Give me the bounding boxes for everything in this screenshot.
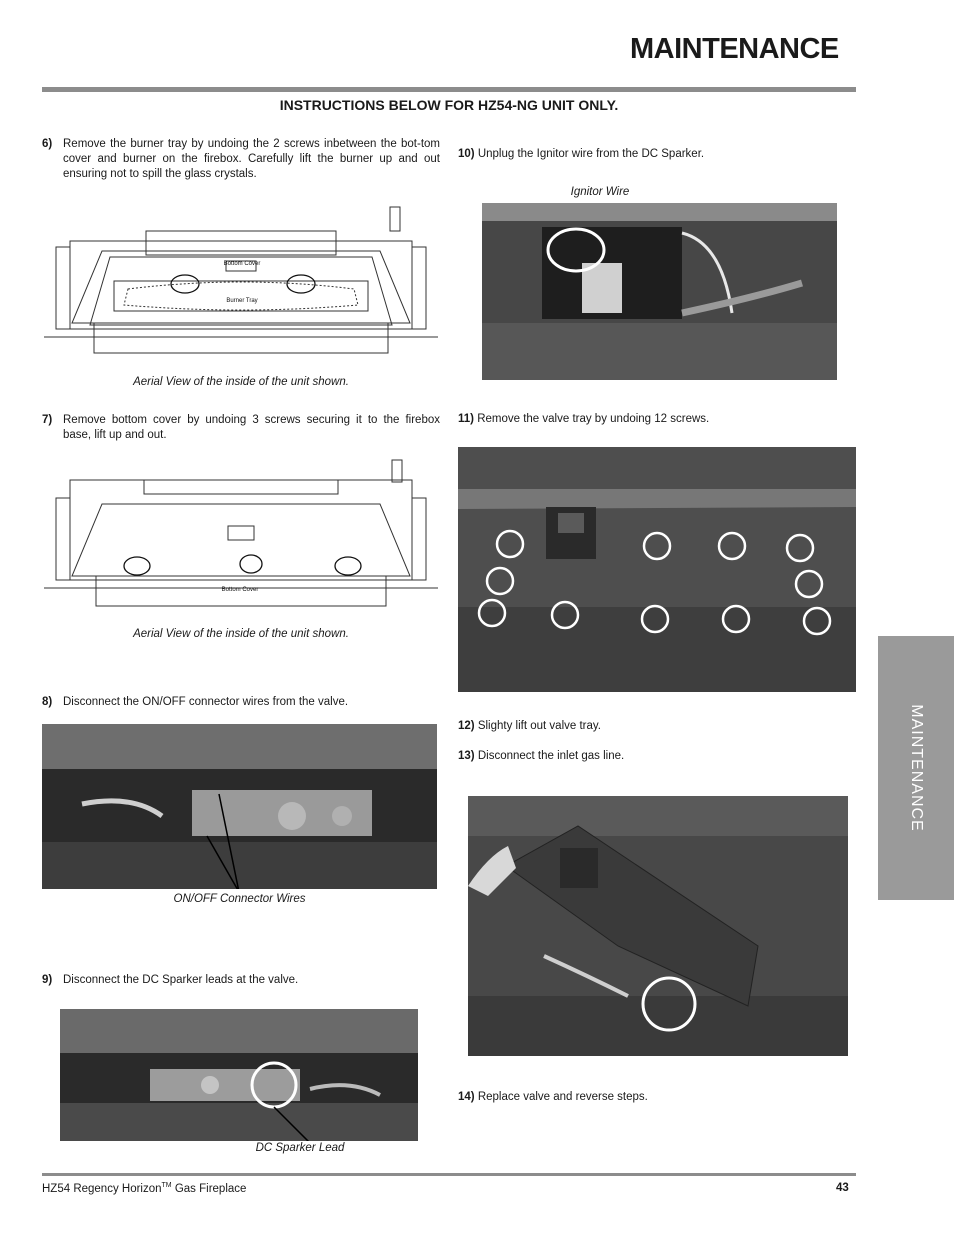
- step-number: 12): [458, 720, 475, 732]
- step-text: Remove the valve tray by undoing 12 screws.: [477, 413, 710, 425]
- screw-highlight-circle: [124, 557, 150, 575]
- step-number: 11): [458, 413, 474, 425]
- step-13: [458, 749, 838, 764]
- step-text: Remove the burner tray by undoing the 2 screws inbetween the bot-tom cover and burner on the firebox. Carefully lift the burner up and out ensuring not to spill the glass crystals.: [63, 138, 440, 180]
- burner-tray-diagram: [42, 205, 440, 360]
- diagram2-caption: Aerial View of the inside of the unit shown.: [133, 628, 349, 640]
- step-7: [42, 413, 440, 443]
- screw-highlight-circle: [240, 555, 262, 573]
- dc-sparker-photo: [60, 1009, 418, 1141]
- header-rule: [42, 87, 856, 92]
- burner-tray-label: Burner Tray: [226, 298, 258, 304]
- step-text: Unplug the Ignitor wire from the DC Sparker.: [477, 148, 705, 160]
- ignitor-caption: Ignitor Wire: [570, 186, 630, 198]
- footer-rule: [42, 1173, 856, 1176]
- page-title: MAINTENANCE: [630, 33, 839, 65]
- bottom-cover-label: Bottom Cover: [221, 587, 259, 593]
- trademark-mark: TM: [161, 1182, 172, 1189]
- section-side-tab: [878, 636, 954, 900]
- bottom-cover-label: Bottom Cover: [223, 261, 261, 267]
- step-8: [42, 695, 440, 711]
- diagram1-caption: Aerial View of the inside of the unit shown.: [133, 376, 349, 388]
- step-number: 10): [458, 148, 475, 160]
- lift-valve-tray-photo: [468, 796, 848, 1056]
- step-11: [458, 412, 838, 427]
- step-number: 6): [42, 138, 53, 150]
- step-10: [458, 147, 838, 162]
- side-tab-label: MAINTENANCE: [908, 704, 925, 832]
- step-number: 8): [42, 696, 53, 708]
- step-number: 14): [458, 1091, 475, 1103]
- step-number: 9): [42, 974, 53, 986]
- step-12: [458, 719, 838, 734]
- footer-product: [42, 1182, 246, 1195]
- step-text: Disconnect the ON/OFF connector wires from the valve.: [63, 696, 349, 708]
- screw-highlight-circle: [335, 557, 361, 575]
- page-number: 43: [836, 1182, 849, 1194]
- valve-tray-photo: [458, 447, 856, 692]
- step-text: Remove bottom cover by undoing 3 screws securing it to the firebox base, lift up and out.: [63, 414, 440, 441]
- step-6: [42, 137, 440, 183]
- step-text: Replace valve and reverse steps.: [477, 1091, 648, 1103]
- footer-product-suffix: Gas Fireplace: [171, 1182, 247, 1195]
- sparker-caption: DC Sparker Lead: [255, 1142, 345, 1154]
- onoff-connector-photo: [42, 724, 437, 889]
- step-number: 13): [458, 750, 475, 762]
- onoff-caption: ON/OFF Connector Wires: [173, 893, 306, 905]
- footer-product-name: HZ54 Regency Horizon: [42, 1182, 162, 1195]
- step-text: Slighty lift out valve tray.: [477, 720, 601, 732]
- step-text: Disconnect the DC Sparker leads at the valve.: [63, 974, 299, 986]
- step-text: Disconnect the inlet gas line.: [477, 750, 625, 762]
- step-14: [458, 1090, 838, 1105]
- step-number: 7): [42, 414, 53, 426]
- section-subtitle: INSTRUCTIONS BELOW FOR HZ54-NG UNIT ONLY.: [279, 97, 619, 113]
- step-9: [42, 973, 440, 989]
- bottom-cover-diagram: [42, 458, 440, 610]
- ignitor-photo: [482, 203, 837, 380]
